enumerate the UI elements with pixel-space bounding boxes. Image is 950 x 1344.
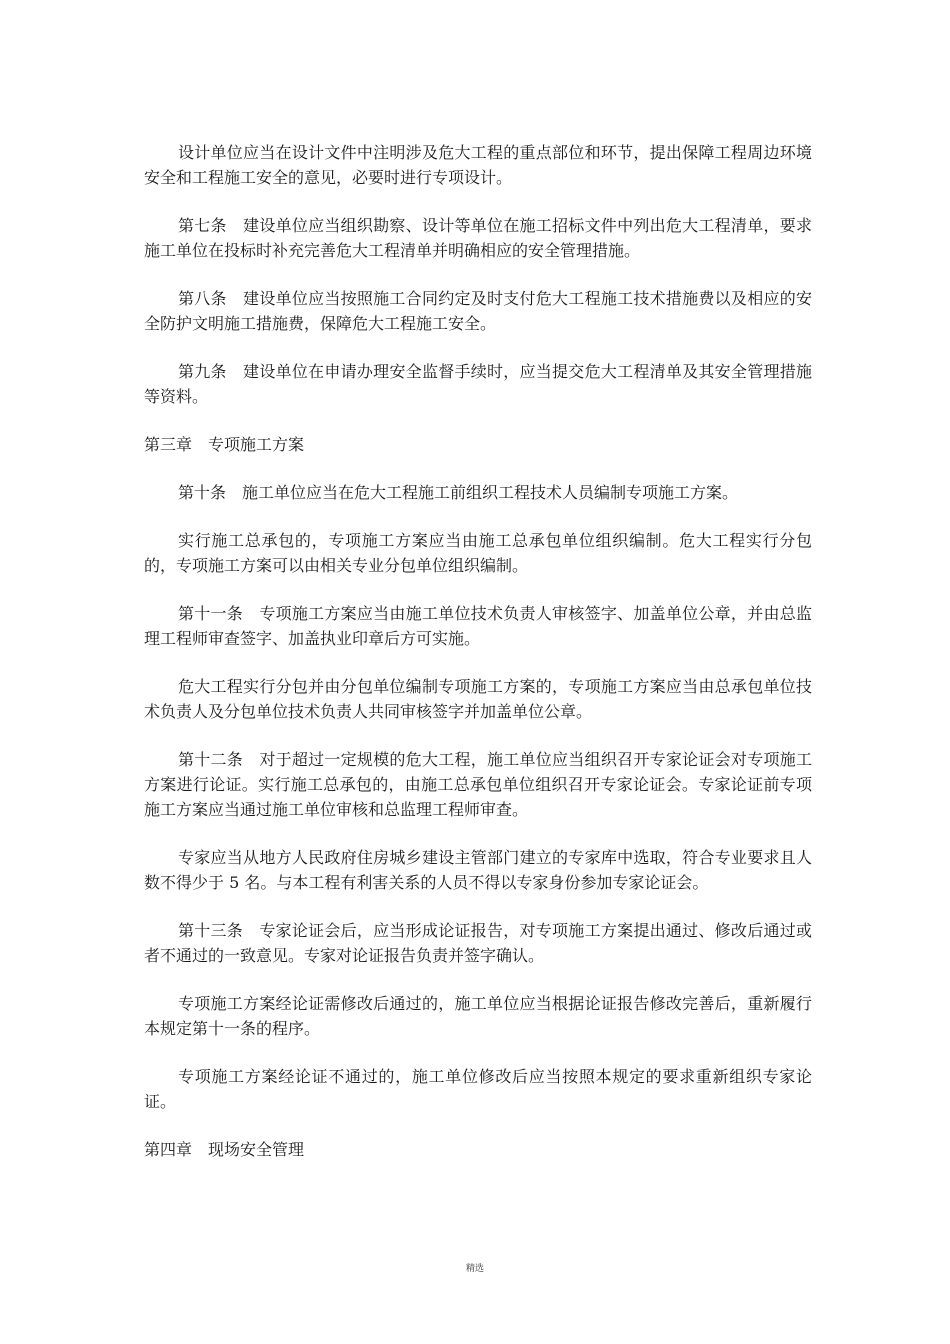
chapter-4-heading [144, 1137, 812, 1162]
paragraph-revision-fail [144, 1064, 812, 1114]
article-7 [144, 213, 812, 263]
page-footer [0, 1261, 950, 1274]
paragraph-text: 设计单位应当在设计文件中注明涉及危大工程的重点部位和环节，提出保障工程周边环境安全和工程施工安全的意见，必要时进行专项设计。 [144, 143, 812, 187]
paragraph-text: 建设单位应当组织勘察、设计等单位在施工招标文件中列出危大工程清单，要求施工单位在投标时补充完善危大工程清单并明确相应的安全管理措施。 [144, 216, 812, 260]
article-number: 第七条 [178, 216, 227, 235]
paragraph-text: 专项施工方案经论证不通过的，施工单位修改后应当按照本规定的要求重新组织专家论证。 [144, 1067, 812, 1111]
article-12 [144, 747, 812, 822]
chapter-title: 现场安全管理 [208, 1140, 305, 1159]
paragraph-expert-selection [144, 845, 812, 895]
article-number: 第十三条 [178, 921, 244, 940]
paragraph-text: 专家论证会后，应当形成论证报告，对专项施工方案提出通过、修改后通过或者不通过的一致意见。专家对论证报告负责并签字确认。 [144, 921, 812, 965]
article-13 [144, 918, 812, 968]
paragraph-text: 实行施工总承包的，专项施工方案应当由施工总承包单位组织编制。危大工程实行分包的，专项施工方案可以由相关专业分包单位组织编制。 [144, 531, 812, 575]
article-number: 第十一条 [178, 604, 244, 623]
article-11 [144, 601, 812, 651]
paragraph-text: 专家应当从地方人民政府住房城乡建设主管部门建立的专家库中选取，符合专业要求且人数不得少于 5 名。与本工程有利害关系的人员不得以专家身份参加专家论证会。 [144, 848, 812, 892]
paragraph-text: 建设单位在申请办理安全监督手续时，应当提交危大工程清单及其安全管理措施等资料。 [144, 362, 812, 406]
chapter-number: 第三章 [144, 435, 193, 454]
paragraph-text: 专项施工方案经论证需修改后通过的，施工单位应当根据论证报告修改完善后，重新履行本规定第十一条的程序。 [144, 994, 812, 1038]
paragraph-general-contracting [144, 528, 812, 578]
paragraph-text: 施工单位应当在危大工程施工前组织工程技术人员编制专项施工方案。 [242, 483, 739, 502]
article-9 [144, 359, 812, 409]
paragraph-design-unit [144, 140, 812, 190]
article-number: 第十二条 [178, 750, 244, 769]
article-number: 第八条 [178, 289, 227, 308]
footer-label: 精选 [465, 1264, 484, 1274]
paragraph-text: 专项施工方案应当由施工单位技术负责人审核签字、加盖单位公章，并由总监理工程师审查签字、加盖执业印章后方可实施。 [144, 604, 812, 648]
paragraph-text: 危大工程实行分包并由分包单位编制专项施工方案的，专项施工方案应当由总承包单位技术负责人及分包单位技术负责人共同审核签字并加盖单位公章。 [144, 677, 812, 721]
document-body [144, 140, 812, 1185]
paragraph-revision-pass [144, 991, 812, 1041]
paragraph-subcontracting [144, 674, 812, 724]
article-10 [144, 480, 812, 505]
paragraph-text: 对于超过一定规模的危大工程，施工单位应当组织召开专家论证会对专项施工方案进行论证。实行施工总承包的，由施工总承包单位组织召开专家论证会。专家论证前专项施工方案应当通过施工单位审核和总监理工程师审查。 [144, 750, 812, 819]
chapter-title: 专项施工方案 [208, 435, 305, 454]
chapter-3-heading [144, 432, 812, 457]
article-number: 第十条 [178, 483, 227, 502]
article-8 [144, 286, 812, 336]
article-number: 第九条 [178, 362, 227, 381]
chapter-number: 第四章 [144, 1140, 193, 1159]
paragraph-text: 建设单位应当按照施工合同约定及时支付危大工程施工技术措施费以及相应的安全防护文明施工措施费，保障危大工程施工安全。 [144, 289, 812, 333]
